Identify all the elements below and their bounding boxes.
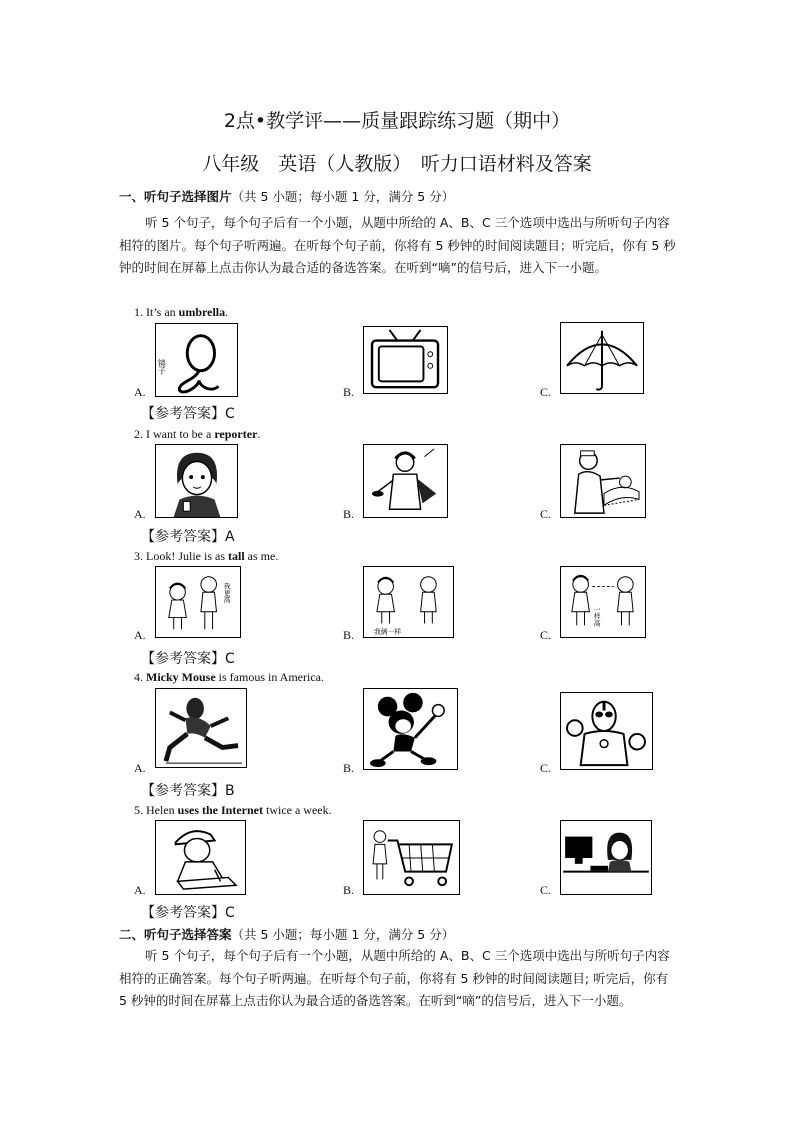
section1-instructions: 听 5 个句子，每个句子后有一个小题，从题中所给的 A、B、C 三个选项中选出与所听句子内容相符的图片。每个句子听两遍。在听每个句子前，你将有 5 秒钟的时间阅读题目；听完后，你有 5 秒钟的时间在屏幕上点击你认为最合适的备选答案。在听到“嘀”的信号后，进入下一小题。 xyxy=(119,215,676,275)
shopping-cart-picture[interactable] xyxy=(363,820,460,895)
girl-computer-picture[interactable] xyxy=(560,820,652,895)
option-b[interactable]: B. xyxy=(343,385,355,399)
question-5: 5. Helen uses the Internet twice a week. xyxy=(134,803,332,817)
svg-text:一样高: 一样高 xyxy=(592,605,601,627)
girl-writing-picture[interactable] xyxy=(155,820,246,895)
option-b[interactable]: B. xyxy=(343,761,355,775)
option-c[interactable]: C. xyxy=(540,761,552,775)
page-title: 2点•教学评——质量跟踪练习题（期中） xyxy=(223,110,571,132)
section2-heading: 二、听句子选择答案（共 5 小题；每小题 1 分，满分 5 分） xyxy=(119,927,455,942)
question-3: 3. Look! Julie is as tall as me. xyxy=(134,549,279,563)
svg-text:我俩一样: 我俩一样 xyxy=(373,628,402,637)
answer-1: 【参考答案】C xyxy=(141,406,235,422)
option-a[interactable]: A. xyxy=(134,883,146,897)
question-2: 2. I want to be a reporter. xyxy=(134,427,261,441)
option-b[interactable]: B. xyxy=(343,883,355,897)
mickey-mouse-picture[interactable] xyxy=(363,688,458,770)
option-b[interactable]: B. xyxy=(343,628,355,642)
question-4: 4. Micky Mouse is famous in America. xyxy=(134,670,324,684)
magician-picture[interactable] xyxy=(363,444,448,518)
svg-text:镜子: 镜子 xyxy=(157,359,167,375)
mirror-picture[interactable] xyxy=(155,323,238,397)
kids-taller-picture[interactable] xyxy=(155,566,241,638)
option-c[interactable]: C. xyxy=(540,507,552,521)
svg-text:我更高: 我更高 xyxy=(222,582,231,603)
kids-equal-picture[interactable] xyxy=(560,566,646,638)
option-c[interactable]: C. xyxy=(540,628,552,642)
tv-picture[interactable] xyxy=(363,326,448,394)
kids-same-picture[interactable] xyxy=(363,566,454,638)
answer-5: 【参考答案】C xyxy=(141,905,235,921)
answer-2: 【参考答案】A xyxy=(141,529,235,545)
option-c[interactable]: C. xyxy=(540,385,552,399)
option-a[interactable]: A. xyxy=(134,628,146,642)
spiderman-picture[interactable] xyxy=(155,688,247,768)
page-subtitle: 八年级 英语（人教版） 听力口语材料及答案 xyxy=(202,153,592,175)
answer-3: 【参考答案】C xyxy=(141,651,235,667)
option-a[interactable]: A. xyxy=(134,761,146,775)
option-a[interactable]: A. xyxy=(134,385,146,399)
ultraman-picture[interactable] xyxy=(560,692,653,770)
reporter-picture[interactable] xyxy=(155,444,238,518)
doctor-picture[interactable] xyxy=(560,444,646,518)
section2-instructions: 听 5 个句子，每个句子后有一个小题，从题中所给的 A、B、C 三个选项中选出与所听句子内容相符的正确答案。每个句子听两遍。在听每个句子前，你将有 5 秒钟的时间阅读题目; 听完后，你有 5 秒钟的时间在屏幕上点击你认为最合适的备选答案。在听到“嘀”的信号后，进入下一小题。 xyxy=(119,948,670,1008)
option-a[interactable]: A. xyxy=(134,507,146,521)
option-c[interactable]: C. xyxy=(540,883,552,897)
question-1: 1. It’s an umbrella. xyxy=(134,305,229,319)
answer-4: 【参考答案】B xyxy=(141,783,235,799)
umbrella-picture[interactable] xyxy=(560,322,644,394)
section1-heading: 一、听句子选择图片（共 5 小题；每小题 1 分，满分 5 分） xyxy=(119,189,455,204)
option-b[interactable]: B. xyxy=(343,507,355,521)
